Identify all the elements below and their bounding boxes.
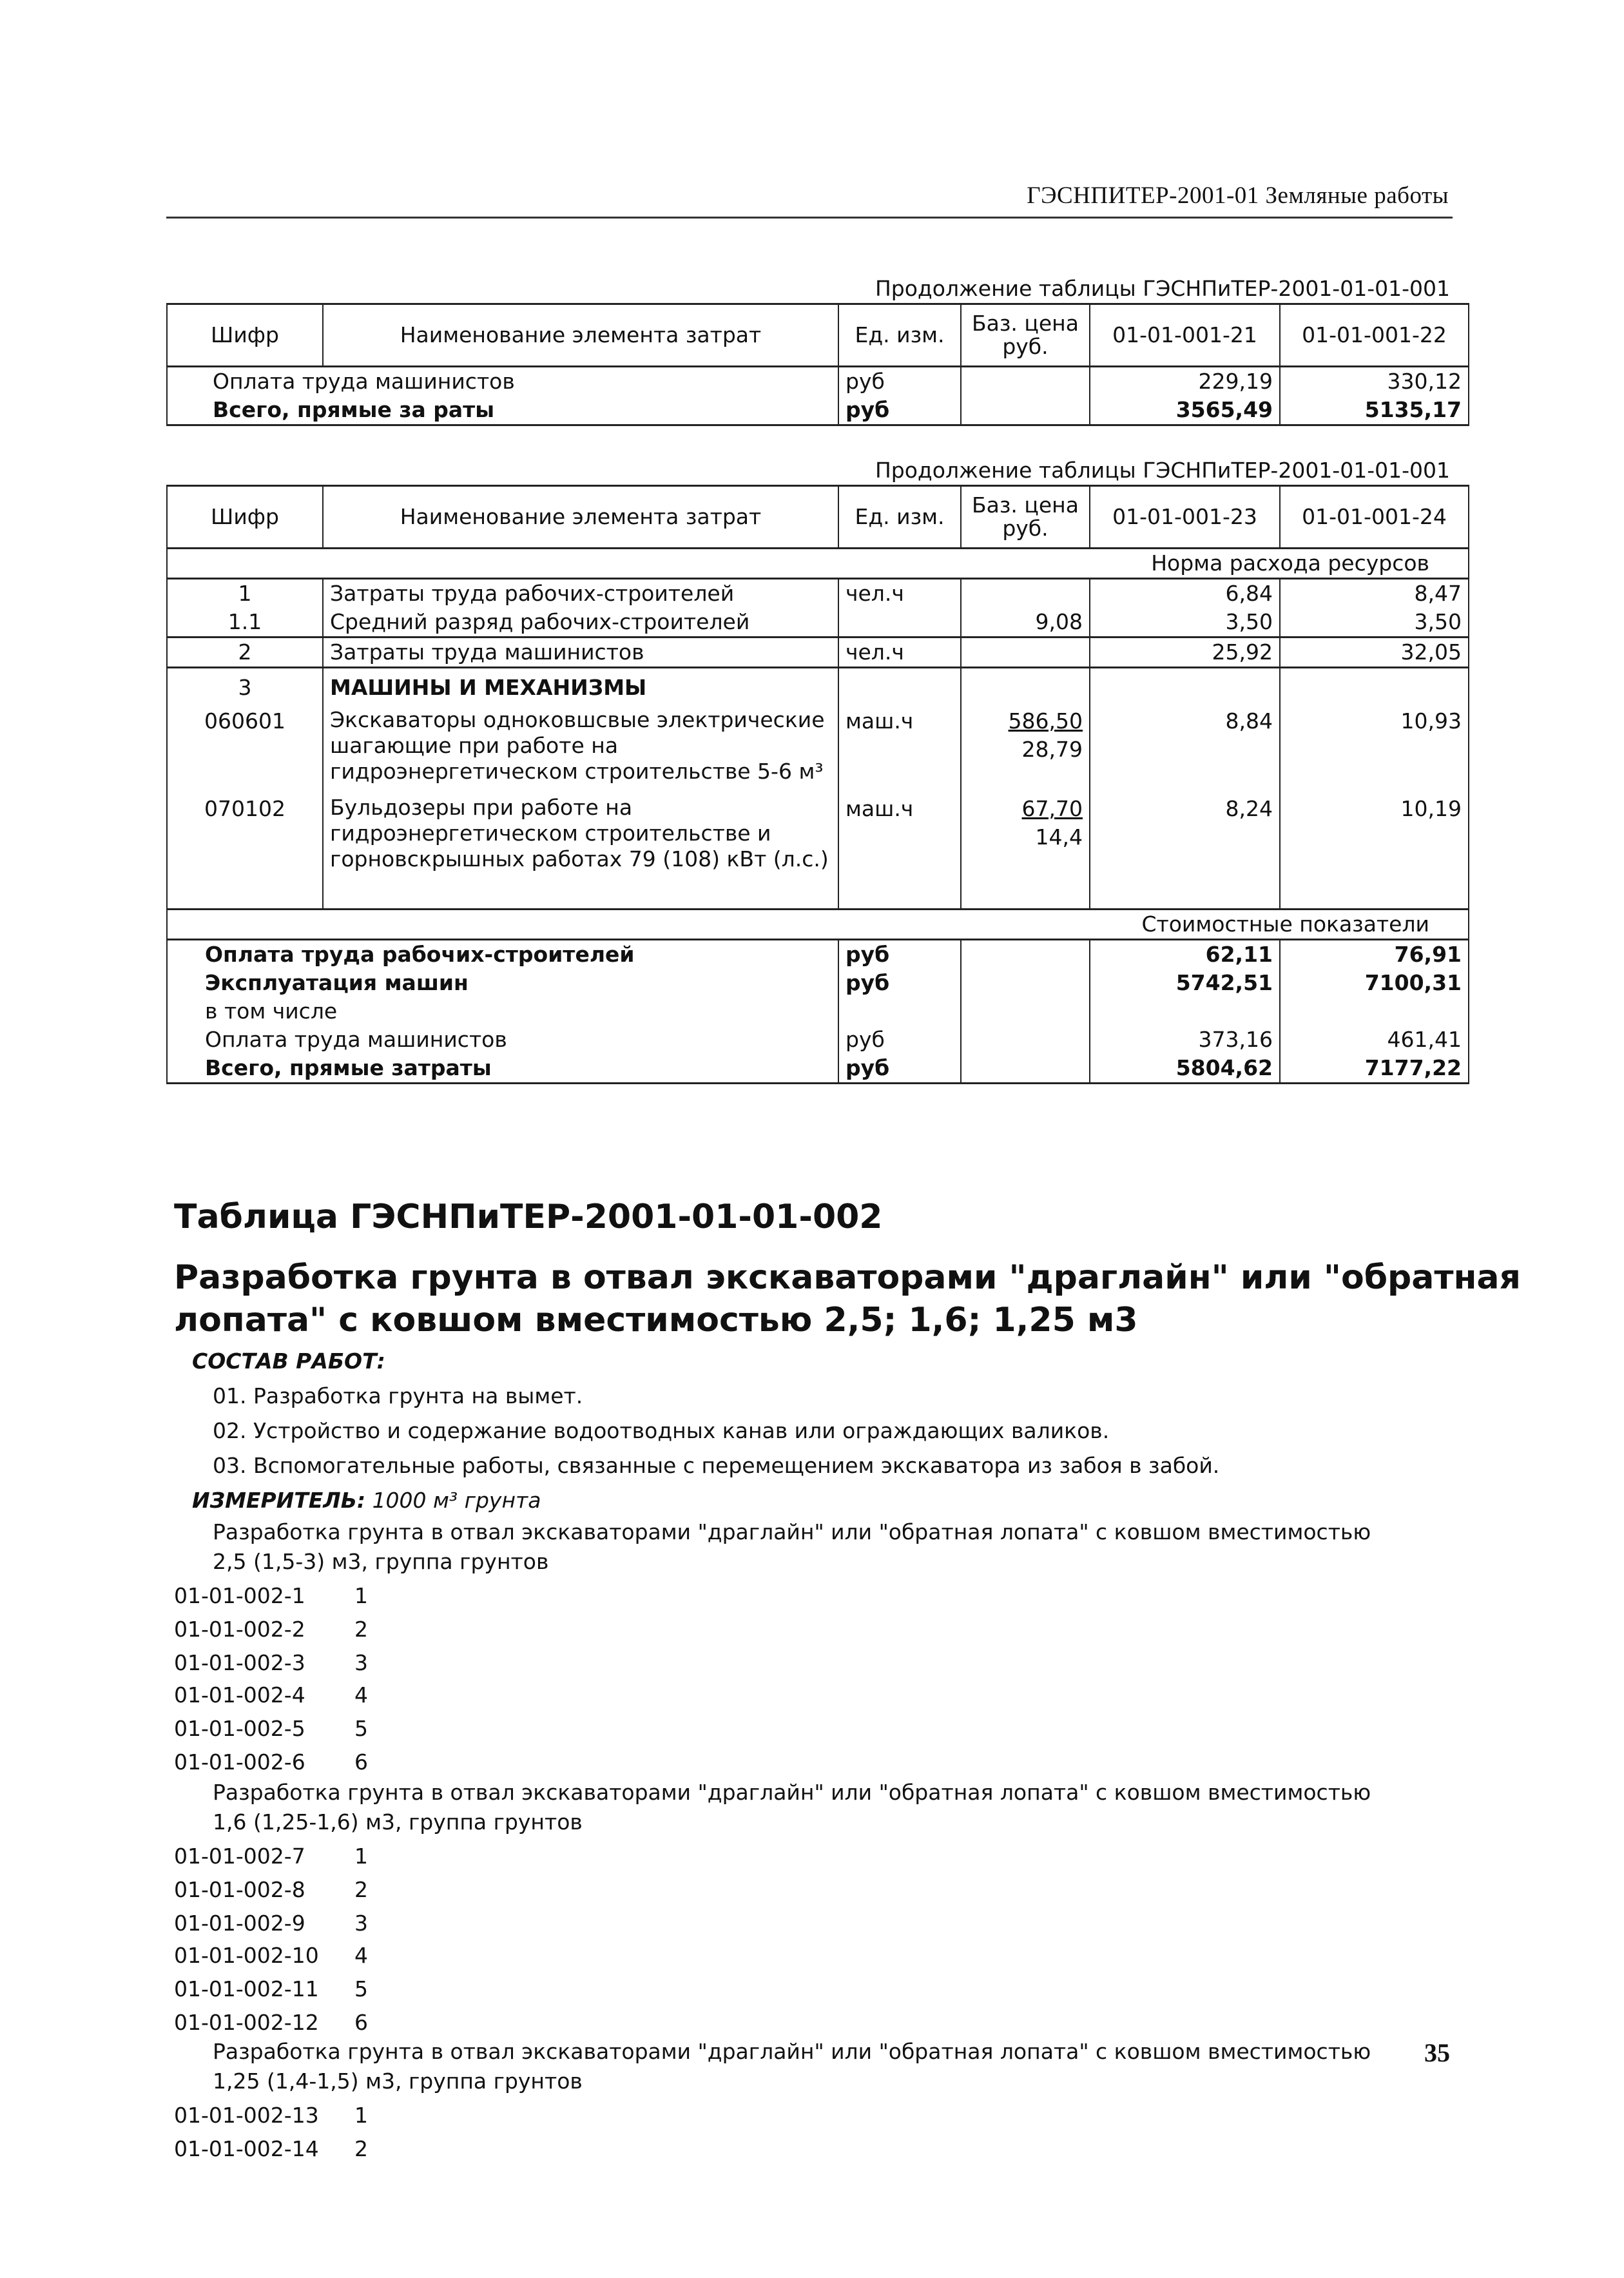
row-price: [961, 1026, 1090, 1054]
row-v1: 5742,51: [1090, 969, 1280, 997]
row-name: Средний разряд рабочих-строителей: [323, 608, 838, 638]
row-v2: 76,91: [1280, 940, 1469, 969]
row-v2: 10,93: [1280, 707, 1469, 795]
norm-code: 01-01-002-5: [174, 1716, 305, 1741]
soil-group: 2: [354, 2136, 368, 2161]
soil-group: 3: [354, 1650, 368, 1675]
work-item: 03. Вспомогательные работы, связанные с перемещением экскаватора из забоя в забой.: [213, 1453, 1220, 1478]
list-item: [174, 1617, 368, 1642]
soil-group: 6: [354, 1749, 368, 1775]
group-desc-line2: 1,25 (1,4-1,5) м3, группа грунтов: [213, 2069, 583, 2094]
list-item: [174, 1650, 368, 1675]
col-header-v2: 01-01-001-22: [1280, 304, 1469, 367]
section-row-norm: [167, 549, 1469, 579]
work-item: 02. Устройство и содержание водоотводных канав или ограждающих валиков.: [213, 1418, 1110, 1443]
col-header-v2: 01-01-001-24: [1280, 486, 1469, 549]
soil-group: 1: [354, 1583, 368, 1608]
row-v2: 10,19: [1280, 795, 1469, 910]
row-unit: чел.ч: [838, 638, 961, 668]
row-code: 2: [167, 638, 323, 668]
table2: [166, 485, 1469, 1084]
row-v2: 8,47: [1280, 579, 1469, 608]
table-title: Таблица ГЭСНПиТЕР-2001-01-01-002: [174, 1198, 883, 1236]
table2-header-row: [167, 486, 1469, 549]
running-header: ГЭСНПИТЕР-2001-01 Земляные работы: [1027, 182, 1449, 209]
list-item: [174, 1682, 368, 1708]
group-description: [213, 1778, 1382, 1837]
section-heading-line1: Разработка грунта в отвал экскаваторами "драглайн" или "обратная: [174, 1258, 1521, 1297]
list-item: [174, 1716, 368, 1741]
row-price: [961, 579, 1090, 608]
row-v1: 229,19: [1090, 367, 1280, 396]
row-price: [961, 707, 1090, 795]
soil-group: 2: [354, 1617, 368, 1642]
soil-group: 3: [354, 1911, 368, 1936]
table-row: [167, 396, 1469, 425]
group-desc-line1: Разработка грунта в отвал экскаваторами "драглайн" или "обратная лопата" с ковшом вместимостью: [213, 2039, 1371, 2064]
row-price: [961, 367, 1090, 396]
norm-code: 01-01-002-13: [174, 2103, 319, 2128]
row-name: Бульдозеры при работе на гидроэнергетическом строительстве и горновскрышных работах 79 (108) кВт (л.с.): [323, 795, 838, 910]
table1: [166, 303, 1469, 426]
norm-code: 01-01-002-14: [174, 2136, 319, 2161]
price-labor: 14,4: [1035, 824, 1083, 850]
row-unit: [838, 997, 961, 1026]
row-code: 1.1: [167, 608, 323, 638]
section-label: Норма расхода ресурсов: [167, 549, 1469, 579]
list-item: [174, 2103, 368, 2128]
row-name: Оплата труда машинистов: [167, 1026, 838, 1054]
page-number: 35: [1424, 2038, 1450, 2067]
row-name: Всего, прямые затраты: [167, 1054, 838, 1084]
row-name: Оплата труда машинистов: [167, 367, 838, 396]
section-heading-line2: лопата" с ковшом вместимостью 2,5; 1,6; 1,25 м3: [174, 1301, 1138, 1339]
row-v2: 461,41: [1280, 1026, 1469, 1054]
norm-code: 01-01-002-12: [174, 2010, 319, 2035]
header-rule: [166, 217, 1453, 219]
meter-value: 1000 м³ грунта: [372, 1488, 541, 1513]
row-v1: 62,11: [1090, 940, 1280, 969]
row-unit: руб: [838, 396, 961, 425]
row-unit: маш.ч: [838, 707, 961, 795]
list-item: [174, 2136, 368, 2161]
table2-continuation: Продолжение таблицы ГЭСНПиТЕР-2001-01-01-001: [875, 458, 1450, 483]
group-desc-line2: 1,6 (1,25-1,6) м3, группа грунтов: [213, 1809, 583, 1835]
row-code: 3: [167, 668, 323, 708]
norm-code: 01-01-002-4: [174, 1682, 305, 1708]
row-code: 060601: [167, 707, 323, 795]
table-row: [167, 940, 1469, 969]
price-base: 67,70: [1021, 796, 1083, 821]
list-item: [174, 1583, 368, 1608]
empty-cell: [838, 668, 961, 708]
list-item: [174, 2010, 368, 2035]
table-row: [167, 1026, 1469, 1054]
row-price: [961, 638, 1090, 668]
row-unit: руб: [838, 940, 961, 969]
soil-group: 5: [354, 1716, 368, 1741]
soil-group: 1: [354, 2103, 368, 2128]
empty-cell: [1090, 668, 1280, 708]
norm-code: 01-01-002-9: [174, 1911, 305, 1936]
norm-code: 01-01-002-10: [174, 1943, 319, 1968]
group-desc-line1: Разработка грунта в отвал экскаваторами "драглайн" или "обратная лопата" с ковшом вместимостью: [213, 1780, 1371, 1805]
row-v1: 8,24: [1090, 795, 1280, 910]
row-price: 9,08: [961, 608, 1090, 638]
col-header-code: Шифр: [167, 304, 323, 367]
norm-code: 01-01-002-8: [174, 1877, 305, 1902]
row-price: [961, 1054, 1090, 1084]
norm-code: 01-01-002-1: [174, 1583, 305, 1608]
col-header-unit: Ед. изм.: [838, 486, 961, 549]
row-v2: 32,05: [1280, 638, 1469, 668]
norm-code: 01-01-002-3: [174, 1650, 305, 1675]
price-labor: 28,79: [1021, 737, 1083, 762]
group-description: [213, 2037, 1382, 2096]
row-unit: чел.ч: [838, 579, 961, 608]
works-label: СОСТАВ РАБОТ:: [192, 1348, 385, 1374]
row-price: [961, 795, 1090, 910]
row-v2: 330,12: [1280, 367, 1469, 396]
row-name: Эксплуатация машин: [167, 969, 838, 997]
row-v2: 7100,31: [1280, 969, 1469, 997]
section-row-cost: [167, 910, 1469, 940]
table-row: [167, 969, 1469, 997]
group-desc-line1: Разработка грунта в отвал экскаваторами "драглайн" или "обратная лопата" с ковшом вместимостью: [213, 1519, 1371, 1544]
row-code: 070102: [167, 795, 323, 910]
row-name: Затраты труда рабочих-строителей: [323, 579, 838, 608]
row-name: Затраты труда машинистов: [323, 638, 838, 668]
row-v2: 5135,17: [1280, 396, 1469, 425]
row-unit: руб: [838, 1026, 961, 1054]
soil-group: 2: [354, 1877, 368, 1902]
list-item: [174, 1943, 368, 1968]
row-v1: [1090, 997, 1280, 1026]
col-header-name: Наименование элемента затрат: [323, 304, 838, 367]
list-item: [174, 1749, 368, 1775]
price-base: 586,50: [1008, 708, 1083, 734]
row-v2: [1280, 997, 1469, 1026]
empty-cell: [1280, 668, 1469, 708]
row-unit: маш.ч: [838, 795, 961, 910]
row-v1: 6,84: [1090, 579, 1280, 608]
row-price: [961, 940, 1090, 969]
work-item: 01. Разработка грунта на вымет.: [213, 1383, 583, 1408]
table-row: [167, 608, 1469, 638]
row-v2: 3,50: [1280, 608, 1469, 638]
list-item: [174, 1976, 368, 2001]
col-header-price: Баз. цена руб.: [961, 304, 1090, 367]
row-name: Экскаваторы одноковшсвые электрические шагающие при работе на гидроэнергетическом строительстве 5-6 м³: [323, 707, 838, 795]
soil-group: 5: [354, 1976, 368, 2001]
table-row: [167, 1054, 1469, 1084]
soil-group: 1: [354, 1844, 368, 1869]
row-v1: 5804,62: [1090, 1054, 1280, 1084]
col-header-v1: 01-01-001-21: [1090, 304, 1280, 367]
table-row-section: [167, 668, 1469, 708]
row-v2: 7177,22: [1280, 1054, 1469, 1084]
row-unit: руб: [838, 367, 961, 396]
row-v1: 25,92: [1090, 638, 1280, 668]
row-unit: руб: [838, 969, 961, 997]
col-header-v1: 01-01-001-23: [1090, 486, 1280, 549]
table-row: [167, 367, 1469, 396]
table-row: [167, 579, 1469, 608]
col-header-price: Баз. цена руб.: [961, 486, 1090, 549]
row-unit: руб: [838, 1054, 961, 1084]
meter-line: [192, 1488, 541, 1513]
col-header-name: Наименование элемента затрат: [323, 486, 838, 549]
meter-label: ИЗМЕРИТЕЛЬ:: [192, 1488, 366, 1513]
row-unit: [838, 608, 961, 638]
group-description: [213, 1517, 1382, 1577]
soil-group: 6: [354, 2010, 368, 2035]
table-row: [167, 997, 1469, 1026]
table-row: [167, 707, 1469, 795]
norm-code: 01-01-002-2: [174, 1617, 305, 1642]
row-price: [961, 997, 1090, 1026]
table-row: [167, 795, 1469, 910]
row-price: [961, 969, 1090, 997]
norm-code: 01-01-002-6: [174, 1749, 305, 1775]
soil-group: 4: [354, 1943, 368, 1968]
group-desc-line2: 2,5 (1,5-3) м3, группа грунтов: [213, 1549, 549, 1574]
row-v1: 3565,49: [1090, 396, 1280, 425]
row-name: Всего, прямые за раты: [167, 396, 838, 425]
list-item: [174, 1911, 368, 1936]
row-name: в том числе: [167, 997, 838, 1026]
row-name: Оплата труда рабочих-строителей: [167, 940, 838, 969]
col-header-code: Шифр: [167, 486, 323, 549]
table1-continuation: Продолжение таблицы ГЭСНПиТЕР-2001-01-01-001: [875, 276, 1450, 301]
row-code: 1: [167, 579, 323, 608]
list-item: [174, 1877, 368, 1902]
norm-code: 01-01-002-11: [174, 1976, 319, 2001]
row-v1: 8,84: [1090, 707, 1280, 795]
row-price: [961, 396, 1090, 425]
section-label: Стоимостные показатели: [167, 910, 1469, 940]
table1-header-row: [167, 304, 1469, 367]
empty-cell: [961, 668, 1090, 708]
soil-group: 4: [354, 1682, 368, 1708]
row-v1: 373,16: [1090, 1026, 1280, 1054]
col-header-unit: Ед. изм.: [838, 304, 961, 367]
list-item: [174, 1844, 368, 1869]
row-v1: 3,50: [1090, 608, 1280, 638]
table-row: [167, 638, 1469, 668]
norm-code: 01-01-002-7: [174, 1844, 305, 1869]
row-name: МАШИНЫ И МЕХАНИЗМЫ: [323, 668, 838, 708]
